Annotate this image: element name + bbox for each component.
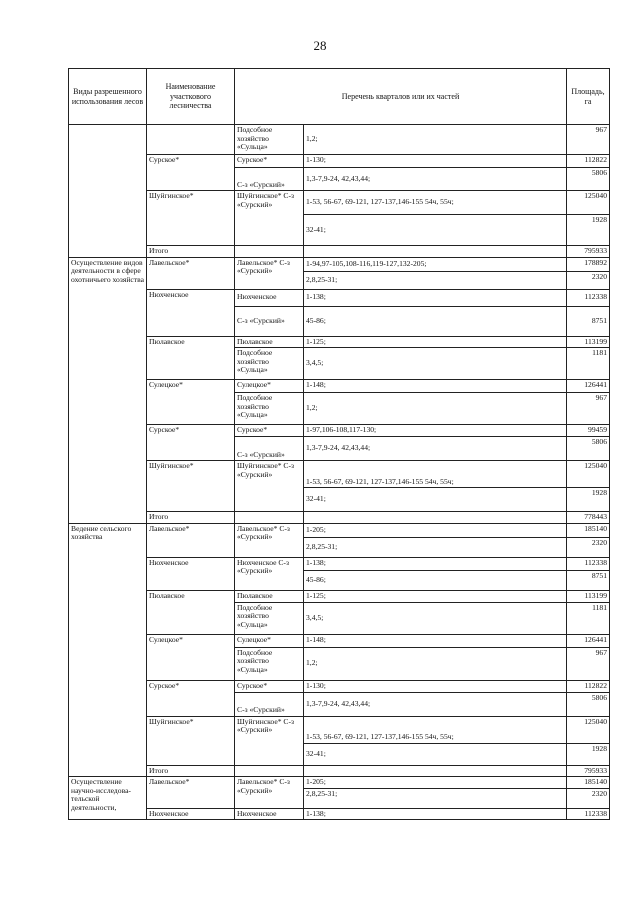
district-cell: Лавельское* — [147, 777, 235, 809]
area-cell: 5806 — [567, 437, 610, 461]
use-type-cell: Осуществление видов деятельности в сфере охотничьего хозяйства — [69, 257, 147, 523]
quarters-cell: 1-205; — [304, 523, 567, 537]
quarters-cell: 1-53, 56-67, 69-121, 127-137,146-155 54ч, 55ч; — [304, 716, 567, 743]
empty-cell — [235, 765, 304, 777]
area-cell: 8751 — [567, 306, 610, 336]
quarters-cell: 1-138; — [304, 557, 567, 570]
total-area: 795933 — [567, 765, 610, 777]
sub-district-cell: Шуйгинское* С-з «Сурский» — [235, 461, 304, 512]
sub-district-cell: Подсобное хозяйство «Сульца» — [235, 393, 304, 425]
district-cell: Пюлавское — [147, 336, 235, 380]
area-cell: 1181 — [567, 348, 610, 380]
quarters-cell: 1,2; — [304, 393, 567, 425]
quarters-cell: 1-205; — [304, 777, 567, 789]
area-cell: 112338 — [567, 557, 610, 570]
area-cell: 967 — [567, 125, 610, 155]
sub-district-cell: Пюлавское — [235, 590, 304, 602]
sub-district-cell: Лавельское* С-з «Сурский» — [235, 523, 304, 557]
area-cell: 2320 — [567, 537, 610, 557]
district-cell: Сурское* — [147, 155, 235, 191]
total-area: 795933 — [567, 246, 610, 258]
area-cell: 1181 — [567, 602, 610, 634]
district-cell: Нюхченское — [147, 557, 235, 590]
area-cell: 125040 — [567, 191, 610, 215]
sub-district-cell: Подсобное хозяйство «Сульца» — [235, 348, 304, 380]
quarters-cell: 2,8,25-31; — [304, 788, 567, 808]
quarters-cell: 1-130; — [304, 680, 567, 692]
header-use-type: Виды разрешенного использования лесов — [69, 69, 147, 125]
district-cell: Лавельское* — [147, 523, 235, 557]
area-cell: 178892 — [567, 257, 610, 271]
quarters-cell: 1-94,97-105,108-116,119-127,132-205; — [304, 257, 567, 271]
area-cell: 1928 — [567, 743, 610, 765]
quarters-cell: 1-125; — [304, 336, 567, 348]
quarters-cell: 1-138; — [304, 289, 567, 306]
quarters-cell: 32-41; — [304, 743, 567, 765]
use-type-cell — [69, 125, 147, 258]
area-cell: 126441 — [567, 634, 610, 647]
sub-district-cell: Сурское* — [235, 425, 304, 437]
area-cell: 112822 — [567, 155, 610, 168]
area-cell: 5806 — [567, 168, 610, 191]
area-cell: 113199 — [567, 336, 610, 348]
empty-cell — [235, 512, 304, 524]
area-cell: 125040 — [567, 461, 610, 488]
total-label: Итого — [147, 765, 235, 777]
sub-district-cell: Лавельское* С-з «Сурский» — [235, 777, 304, 809]
sub-district-cell: Сурское* — [235, 680, 304, 692]
district-cell: Пюлавское — [147, 590, 235, 634]
quarters-cell: 1,2; — [304, 125, 567, 155]
quarters-cell: 1-53, 56-67, 69-121, 127-137,146-155 54ч, 55ч; — [304, 461, 567, 488]
quarters-cell: 1,3-7,9-24, 42,43,44; — [304, 168, 567, 191]
area-cell: 113199 — [567, 590, 610, 602]
sub-district-cell: С-з «Сурский» — [235, 692, 304, 716]
district-cell: Сулецкое* — [147, 380, 235, 425]
quarters-cell: 1-138; — [304, 808, 567, 820]
empty-cell — [304, 246, 567, 258]
sub-district-cell: Сурское* — [235, 155, 304, 168]
page-number: 28 — [313, 38, 327, 53]
district-cell: Нюхченское — [147, 289, 235, 336]
area-cell: 967 — [567, 393, 610, 425]
area-cell: 5806 — [567, 692, 610, 716]
sub-district-cell: С-з «Сурский» — [235, 306, 304, 336]
area-cell: 2320 — [567, 788, 610, 808]
total-area: 778443 — [567, 512, 610, 524]
area-cell: 126441 — [567, 380, 610, 393]
quarters-cell: 1-148; — [304, 380, 567, 393]
empty-cell — [304, 765, 567, 777]
area-cell: 112822 — [567, 680, 610, 692]
area-cell: 185140 — [567, 523, 610, 537]
quarters-cell: 1,3-7,9-24, 42,43,44; — [304, 437, 567, 461]
sub-district-cell: С-з «Сурский» — [235, 168, 304, 191]
quarters-cell: 3,4,5; — [304, 348, 567, 380]
quarters-cell: 32-41; — [304, 215, 567, 246]
sub-district-cell: Лавельское* С-з «Сурский» — [235, 257, 304, 289]
sub-district-cell: Сулецкое* — [235, 634, 304, 647]
quarters-cell: 1-148; — [304, 634, 567, 647]
area-cell: 112338 — [567, 808, 610, 820]
use-type-cell: Ведение сельского хозяйства — [69, 523, 147, 777]
quarters-cell: 45-86; — [304, 306, 567, 336]
sub-district-cell: Сулецкое* — [235, 380, 304, 393]
area-cell: 8751 — [567, 570, 610, 590]
sub-district-cell: Пюлавское — [235, 336, 304, 348]
quarters-cell: 3,4,5; — [304, 602, 567, 634]
quarters-cell: 2,8,25-31; — [304, 271, 567, 289]
quarters-cell: 1-130; — [304, 155, 567, 168]
header-quarters: Перечень кварталов или их частей — [235, 69, 567, 125]
district-cell: Сурское* — [147, 680, 235, 716]
sub-district-cell: Подсобное хозяйство «Сульца» — [235, 647, 304, 680]
district-cell: Сулецкое* — [147, 634, 235, 680]
area-cell: 2320 — [567, 271, 610, 289]
empty-cell — [235, 246, 304, 258]
quarters-cell: 1-97,106-108,117-130; — [304, 425, 567, 437]
use-type-cell: Осуществление научно-исследова-тельской деятельности, — [69, 777, 147, 820]
district-cell: Нюхченское — [147, 808, 235, 820]
quarters-cell: 1,2; — [304, 647, 567, 680]
sub-district-cell: Шуйгинское* С-з «Сурский» — [235, 191, 304, 246]
area-cell: 1928 — [567, 488, 610, 512]
quarters-cell: 2,8,25-31; — [304, 537, 567, 557]
sub-district-cell: Подсобное хозяйство «Сульца» — [235, 602, 304, 634]
area-cell: 967 — [567, 647, 610, 680]
area-cell: 185140 — [567, 777, 610, 789]
quarters-cell: 1-53, 56-67, 69-121, 127-137,146-155 54ч, 55ч; — [304, 191, 567, 215]
sub-district-cell: Шуйгинское* С-з «Сурский» — [235, 716, 304, 765]
header-area: Площадь, га — [567, 69, 610, 125]
district-cell: Сурское* — [147, 425, 235, 461]
forest-use-table — [68, 68, 610, 820]
district-cell: Шуйгинское* — [147, 716, 235, 765]
sub-district-cell: Нюхченское — [235, 808, 304, 820]
sub-district-cell: С-з «Сурский» — [235, 437, 304, 461]
area-cell: 1928 — [567, 215, 610, 246]
total-label: Итого — [147, 246, 235, 258]
total-label: Итого — [147, 512, 235, 524]
sub-district-cell: Подсобное хозяйство «Сульца» — [235, 125, 304, 155]
header-district: Наименование участкового лесничества — [147, 69, 235, 125]
area-cell: 99459 — [567, 425, 610, 437]
district-cell: Шуйгинское* — [147, 191, 235, 246]
quarters-cell: 1,3-7,9-24, 42,43,44; — [304, 692, 567, 716]
area-cell: 125040 — [567, 716, 610, 743]
sub-district-cell: Нюхченское С-з «Сурский» — [235, 557, 304, 590]
sub-district-cell: Нюхченское — [235, 289, 304, 306]
quarters-cell: 32-41; — [304, 488, 567, 512]
quarters-cell: 1-125; — [304, 590, 567, 602]
district-cell: Шуйгинское* — [147, 461, 235, 512]
quarters-cell: 45-86; — [304, 570, 567, 590]
district-cell — [147, 125, 235, 155]
area-cell: 112338 — [567, 289, 610, 306]
empty-cell — [304, 512, 567, 524]
district-cell: Лавельское* — [147, 257, 235, 289]
